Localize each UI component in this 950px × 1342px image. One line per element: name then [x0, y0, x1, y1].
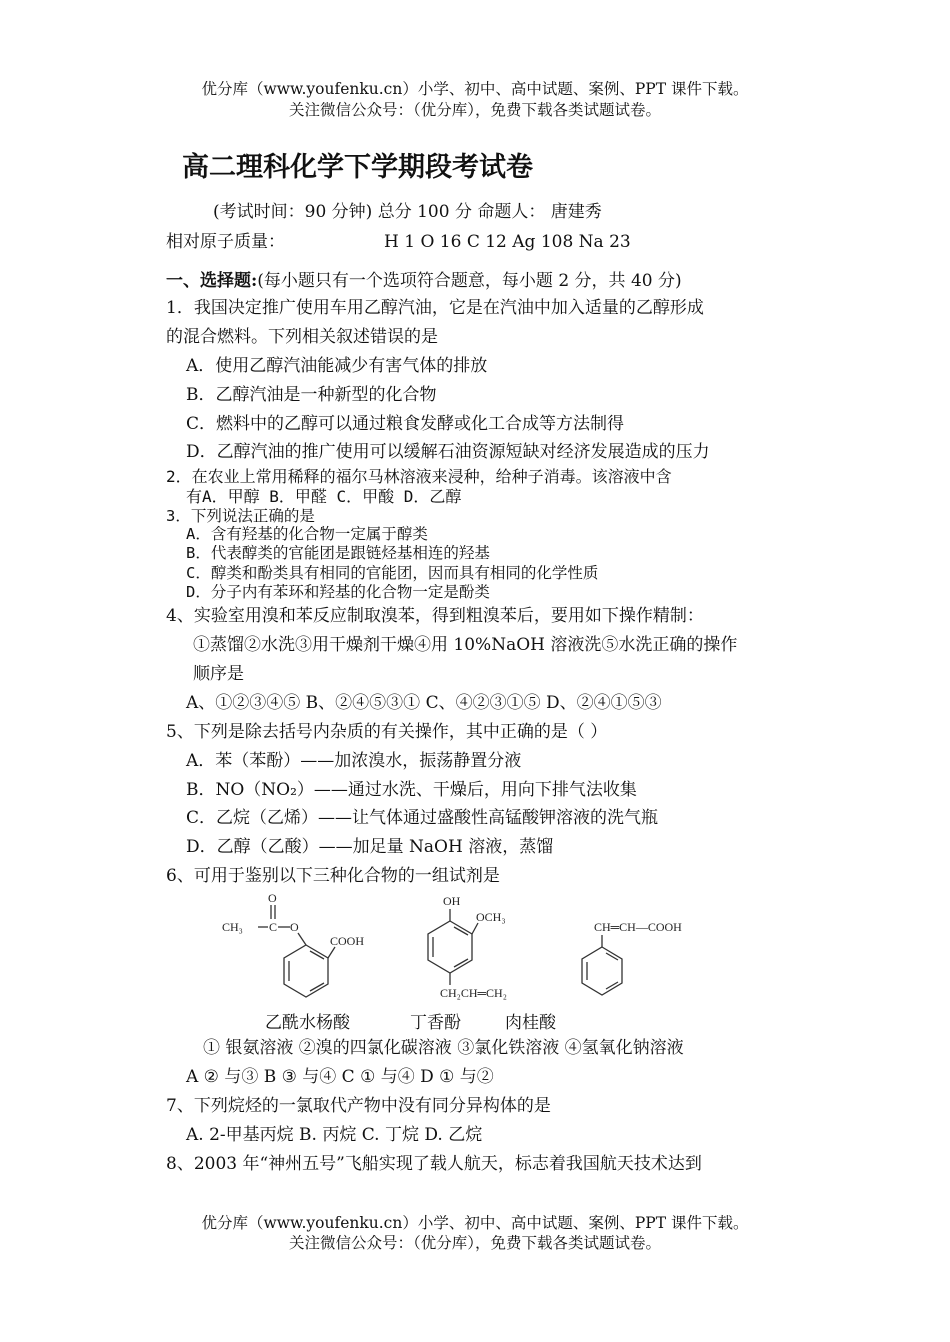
q4-options: A、①②③④⑤ B、②④⑤③① C、④②③①⑤ D、②④①⑤③	[186, 693, 662, 713]
header-line-2: 关注微信公众号：（优分库），免费下载各类试题试卷。	[288, 101, 661, 119]
q1-option-b: B．乙醇汽油是一种新型的化合物	[186, 385, 437, 405]
q4-stem-2: ①蒸馏②水洗③用干燥剂干燥④用 10%NaOH 溶液洗⑤水洗正确的操作	[193, 635, 738, 655]
q7-options: A. 2-甲基丙烷 B. 丙烷 C. 丁烷 D. 乙烷	[186, 1125, 483, 1145]
s1-carbonyl-o-label: O	[268, 891, 277, 905]
q8-stem: 8、2003 年“神州五号”飞船实现了载人航天，标志着我国航天技术达到	[166, 1154, 702, 1174]
q3-option-b: B．代表醇类的官能团是跟链烃基相连的羟基	[186, 544, 490, 562]
section-note: (每小题只有一个选项符合题意，每小题 2 分，共 40 分)	[257, 271, 682, 291]
q1-option-c: C．燃料中的乙醇可以通过粮食发酵或化工合成等方法制得	[186, 414, 625, 434]
q1-option-d: D．乙醇汽油的推广使用可以缓解石油资源短缺对经济发展造成的压力	[186, 442, 710, 462]
s2-oh-label: OH	[443, 894, 461, 908]
s3-ring-double-2	[606, 982, 618, 989]
atomic-mass-label: 相对原子质量：	[166, 232, 285, 252]
q2-stem: 2．在农业上常用稀释的福尔马林溶液来浸种，给种子消毒。该溶液中含	[166, 467, 672, 486]
s1-ch3-label: CH₃	[222, 920, 243, 934]
s1-c-label: C	[269, 920, 278, 934]
compound-3-name: 肉桂酸	[505, 1013, 556, 1033]
q5-stem: 5、下列是除去括号内杂质的有关操作，其中正确的是（ ）	[166, 722, 608, 742]
s3-ring-double-3	[606, 953, 618, 960]
q6-stem: 6、可用于鉴别以下三种化合物的一组试剂是	[166, 866, 500, 886]
s2-och3-label: OCH₃	[476, 910, 506, 924]
q3-option-c: C．醇类和酚类具有相同的官能团，因而具有相同的化学性质	[186, 564, 599, 582]
s1-bond-o-ring	[298, 933, 306, 945]
q6-structures	[210, 885, 780, 1005]
s2-benzene-ring	[428, 921, 472, 973]
q4-stem-3: 顺序是	[193, 664, 244, 684]
q1-stem-1: 1．我国决定推广使用车用乙醇汽油，它是在汽油中加入适量的乙醇形成	[166, 298, 704, 318]
q5-option-c: C．乙烷（乙烯）——让气体通过盛酸性高锰酸钾溶液的洗气瓶	[186, 808, 659, 828]
section-title: 一、选择题:	[166, 271, 258, 291]
s1-benzene-ring	[284, 945, 328, 997]
q5-option-a: A．苯（苯酚）——加浓溴水，振荡静置分液	[186, 751, 522, 771]
s3-chain-label: CH═CH—COOH	[594, 920, 682, 934]
footer-line-1: 优分库（www.youfenku.cn）小学、初中、高中试题、案例、PPT 课件下载。	[201, 1214, 749, 1232]
page-title: 高二理科化学下学期段考试卷	[182, 152, 533, 183]
q3-option-a: A．含有羟基的化合物一定属于醇类	[186, 525, 428, 543]
atomic-mass-values: H 1 O 16 C 12 Ag 108 Na 23	[384, 232, 631, 252]
q7-stem: 7、下列烷烃的一氯取代产物中没有同分异构体的是	[166, 1096, 551, 1116]
compound-1-name: 乙酰水杨酸	[265, 1013, 350, 1033]
q3-option-d: D．分子内有苯环和羟基的化合物一定是酚类	[186, 583, 490, 601]
s1-bond-ring-cooh	[328, 947, 335, 958]
s2-bond-och3	[472, 923, 478, 934]
compound-2-name: 丁香酚	[410, 1013, 461, 1033]
q3-stem: 3．下列说法正确的是	[166, 507, 315, 525]
q6-options: A ② 与③ B ③ 与④ C ① 与④ D ① 与②	[186, 1067, 494, 1087]
q5-option-d: D．乙醇（乙酸）——加足量 NaOH 溶液，蒸馏	[186, 837, 554, 857]
q4-stem-1: 4、实验室用溴和苯反应制取溴苯，得到粗溴苯后，要用如下操作精制：	[166, 606, 704, 626]
footer-line-2: 关注微信公众号：（优分库），免费下载各类试题试卷。	[288, 1234, 661, 1252]
header-line-1: 优分库（www.youfenku.cn）小学、初中、高中试题、案例、PPT 课件下载。	[201, 80, 749, 98]
q1-option-a: A．使用乙醇汽油能减少有害气体的排放	[186, 356, 488, 376]
q1-stem-2: 的混合燃料。下列相关叙述错误的是	[166, 327, 438, 347]
s2-allyl-label: CH₂CH═CH₂	[440, 986, 507, 1000]
q5-option-b: B．NO（NO₂）——通过水洗、干燥后，用向下排气法收集	[186, 780, 637, 800]
q6-reagents: ① 银氨溶液 ②溴的四氯化碳溶液 ③氯化铁溶液 ④氢氧化钠溶液	[203, 1038, 684, 1058]
s3-benzene-ring	[582, 947, 622, 995]
section-heading	[166, 270, 682, 292]
q2-options: 有A．甲醇 B．甲醛 C．甲酸 D．乙醇	[186, 487, 462, 506]
exam-info: (考试时间：90 分钟) 总分 100 分 命题人： 唐建秀	[213, 202, 602, 222]
s1-ester-o-label: O	[290, 920, 299, 934]
s1-cooh-label: COOH	[330, 934, 365, 948]
